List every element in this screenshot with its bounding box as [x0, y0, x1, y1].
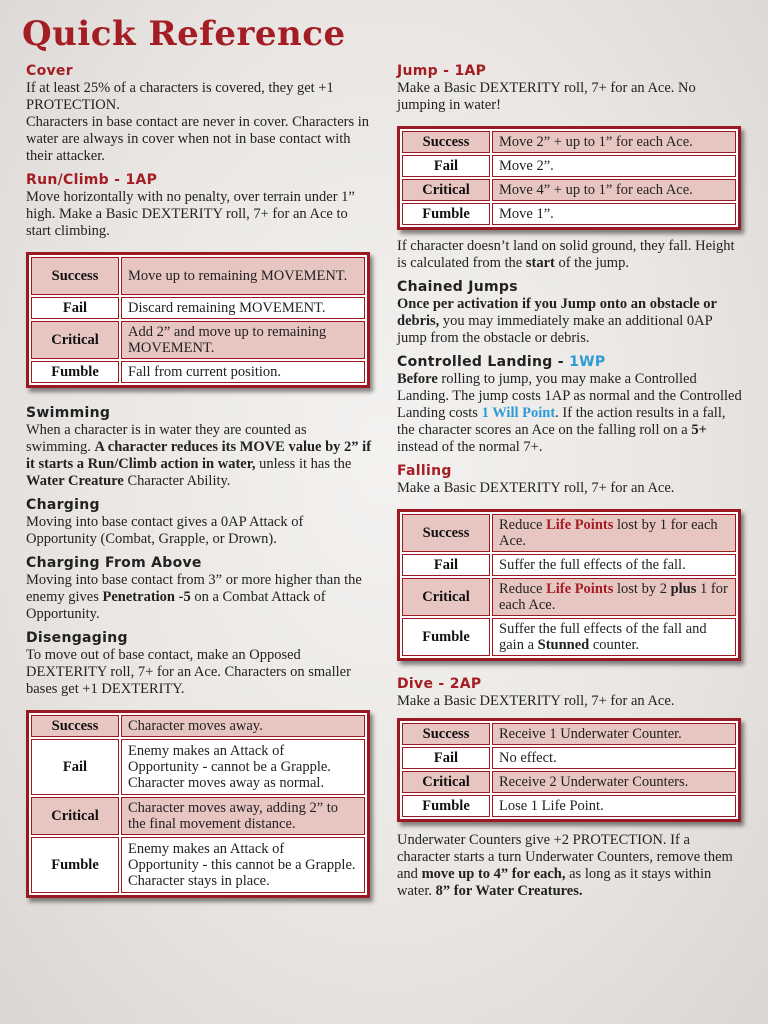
result-text: Reduce Life Points lost by 2 plus 1 for each Ace.	[492, 578, 736, 616]
table-row	[402, 618, 736, 656]
result-text: Move 2”.	[492, 155, 736, 177]
result-label: Critical	[31, 797, 119, 835]
result-label: Success	[402, 514, 490, 552]
falling-heading: Falling	[397, 463, 452, 479]
result-text: Discard remaining MOVEMENT.	[121, 297, 365, 319]
controlled-landing-text: Before rolling to jump, you may make a Controlled Landing. The jump costs 1AP as normal and the Controlled Landing costs 1 Will Point. If the action results in a fall, the character scores an Ace on the falling roll on a 5+ instead of the normal 7+.	[397, 371, 742, 455]
disengaging-text: To move out of base contact, make an Opposed DEXTERITY roll, 7+ for an Ace. Characters on smaller bases get +1 DEXTERITY.	[26, 647, 351, 697]
result-label: Fail	[402, 155, 490, 177]
result-text: Add 2” and move up to remaining MOVEMENT.	[121, 321, 365, 359]
result-text: Move up to remaining MOVEMENT.	[121, 257, 365, 295]
result-text: Enemy makes an Attack of Opportunity - cannot be a Grapple. Character moves away as normal.	[121, 739, 365, 795]
table-row	[402, 554, 736, 576]
result-text: Receive 2 Underwater Counters.	[492, 771, 736, 793]
table-row	[402, 179, 736, 201]
result-text: No effect.	[492, 747, 736, 769]
charging-from-above-text: Moving into base contact from 3” or more higher than the enemy gives Penetration -5 on a Combat Attack of Opportunity.	[26, 572, 362, 622]
result-text: Enemy makes an Attack of Opportunity - this cannot be a Grapple. Character stays in place.	[121, 837, 365, 893]
table-row	[402, 514, 736, 552]
table-row	[402, 795, 736, 817]
swimming-text: When a character is in water they are counted as swimming. A character reduces its MOVE value by 2” if it starts a Run/Climb action in water, unless it has the Water Creature Character Ability.	[26, 422, 372, 489]
table-row	[31, 257, 365, 295]
dive-table	[397, 718, 741, 822]
result-label: Fumble	[31, 837, 119, 893]
table-row	[31, 837, 365, 893]
cover-text-2: Characters in base contact are never in cover. Characters in water are always in cover when not in base contact with their attacker.	[26, 114, 370, 164]
result-label: Success	[402, 723, 490, 745]
chained-jumps-text: Once per activation if you Jump onto an obstacle or debris, you may immediately make an additional 0AP jump from the obstacle or debris.	[397, 296, 717, 346]
underwater-counters-text: Underwater Counters give +2 PROTECTION. If a character starts a turn Underwater Counters, remove them and move up to 4” for each, as long as it stays within water. 8” for Water Creatures.	[397, 832, 733, 899]
result-text: Move 1”.	[492, 203, 736, 225]
jump-heading: Jump - 1AP	[397, 63, 487, 79]
run-climb-table	[26, 252, 370, 388]
disengaging-heading: Disengaging	[26, 630, 128, 646]
result-text: Lose 1 Life Point.	[492, 795, 736, 817]
result-label: Critical	[402, 771, 490, 793]
result-text: Character moves away.	[121, 715, 365, 737]
table-row	[402, 155, 736, 177]
run-climb-text: Move horizontally with no penalty, over terrain under 1” high. Make a Basic DEXTERITY roll, 7+ for an Ace to start climbing.	[26, 189, 355, 239]
result-text: Receive 1 Underwater Counter.	[492, 723, 736, 745]
result-text: Character moves away, adding 2” to the final movement distance.	[121, 797, 365, 835]
result-label: Fail	[402, 747, 490, 769]
result-label: Critical	[402, 578, 490, 616]
table-row	[402, 747, 736, 769]
disengaging-table	[26, 710, 370, 898]
result-label: Success	[402, 131, 490, 153]
dive-heading: Dive - 2AP	[397, 676, 482, 692]
result-label: Fail	[31, 297, 119, 319]
result-label: Fumble	[402, 618, 490, 656]
result-label: Critical	[402, 179, 490, 201]
falling-text: Make a Basic DEXTERITY roll, 7+ for an Ace.	[397, 480, 675, 496]
table-row	[402, 131, 736, 153]
jump-fall-text: If character doesn’t land on solid ground, they fall. Height is calculated from the start of the jump.	[397, 238, 735, 271]
result-text: Fall from current position.	[121, 361, 365, 383]
result-label: Fail	[402, 554, 490, 576]
left-column	[26, 62, 374, 898]
charging-heading: Charging	[26, 497, 100, 513]
table-row	[402, 723, 736, 745]
chained-jumps-heading: Chained Jumps	[397, 279, 518, 295]
table-row	[31, 297, 365, 319]
result-label: Critical	[31, 321, 119, 359]
result-label: Success	[31, 257, 119, 295]
jump-table	[397, 126, 741, 230]
swimming-heading: Swimming	[26, 405, 111, 421]
controlled-landing-heading: Controlled Landing - 1WP	[397, 354, 606, 370]
table-row	[31, 797, 365, 835]
cover-heading: Cover	[26, 63, 73, 79]
result-label: Success	[31, 715, 119, 737]
charging-from-above-heading: Charging From Above	[26, 555, 202, 571]
falling-table	[397, 509, 741, 661]
result-label: Fumble	[402, 203, 490, 225]
cover-text-1: If at least 25% of a characters is covered, they get +1 PROTECTION.	[26, 80, 334, 113]
table-row	[31, 739, 365, 795]
result-label: Fail	[31, 739, 119, 795]
result-text: Move 2” + up to 1” for each Ace.	[492, 131, 736, 153]
page-title: Quick Reference	[22, 14, 346, 54]
charging-text: Moving into base contact gives a 0AP Attack of Opportunity (Combat, Grapple, or Drown).	[26, 514, 304, 547]
right-column	[397, 62, 745, 900]
table-row	[402, 578, 736, 616]
result-label: Fumble	[402, 795, 490, 817]
table-row	[31, 321, 365, 359]
result-text: Suffer the full effects of the fall.	[492, 554, 736, 576]
jump-text: Make a Basic DEXTERITY roll, 7+ for an Ace. No jumping in water!	[397, 80, 696, 113]
dive-text: Make a Basic DEXTERITY roll, 7+ for an Ace.	[397, 693, 675, 709]
result-text: Suffer the full effects of the fall and gain a Stunned counter.	[492, 618, 736, 656]
run-climb-heading: Run/Climb - 1AP	[26, 172, 158, 188]
result-label: Fumble	[31, 361, 119, 383]
result-text: Reduce Life Points lost by 1 for each Ace.	[492, 514, 736, 552]
table-row	[402, 771, 736, 793]
table-row	[31, 361, 365, 383]
result-text: Move 4” + up to 1” for each Ace.	[492, 179, 736, 201]
table-row	[31, 715, 365, 737]
table-row	[402, 203, 736, 225]
